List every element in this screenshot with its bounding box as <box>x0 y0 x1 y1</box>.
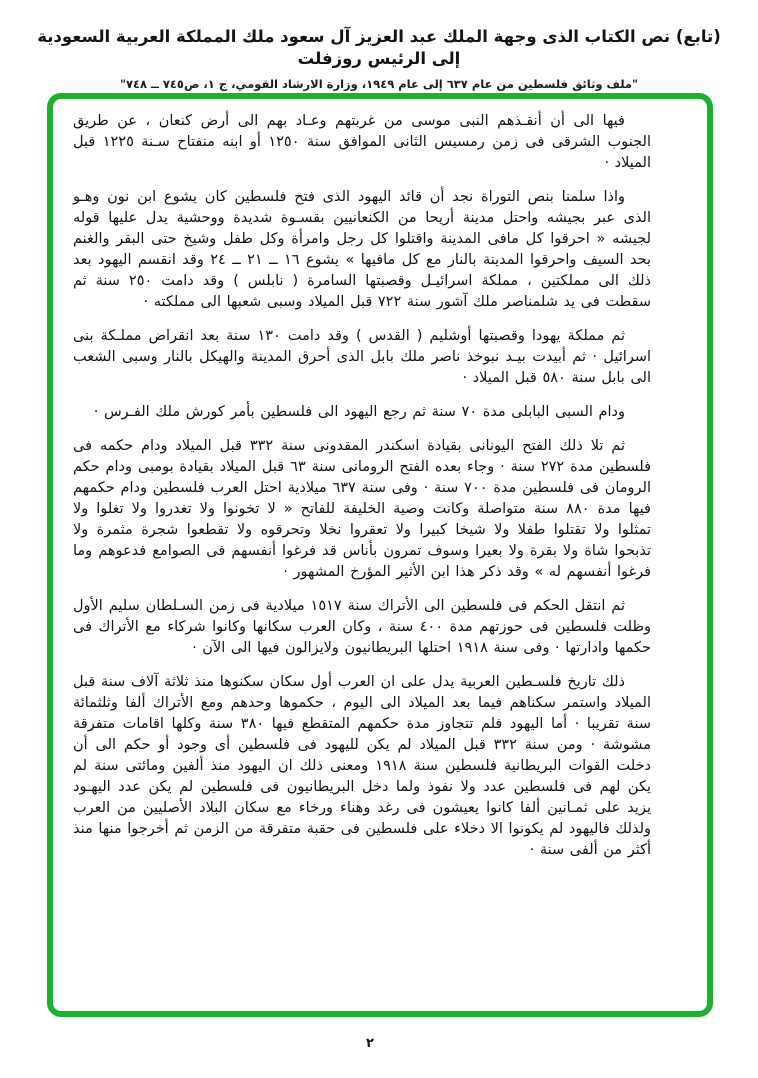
page-number: ٢ <box>366 1036 374 1051</box>
paragraph-history-summary: ذلك تاريخ فلسـطين العربية يدل على ان العرب أول سكان سكنوها منذ ثلاثة آلاف سنة قبل الميلاد واستمر سكناهم فيما بعد الميلاد الى اليوم ، حكموها وحدهم ومع الأتراك ألفا وثلثمائة سنة تقريبا · أما اليهود فلم تتجاوز مدة حكمهم المتقطع فيها ٣٨٠ سنة وكلها اقامات متفرقة مشوشة · ومن سنة ٣٣٢ قبل الميلاد لم يكن لليهود فى فلسطين أى وجود أو حكم الى أن دخلت القوات البريطانية فلسطين سنة ١٩١٨ ومعنى ذلك ان اليهود منذ ألفين ومائتى سنة لم يكن لهم فى فلسطين عدد ولا نفوذ ولما دخل البريطانيون فى فلسطين لم يكن عدد اليهـود يزيد على ثمـانين ألفا كانوا يعيشون فى رغد وهناء ورخاء مع سكان البلاد الأصليين من العرب ولذلك فاليهود لم يكونوا الا دخلاء على فلسطين فى حقبة متفرقة من الزمن ثم أخرجوا منها منذ أكثر من ألفى سنة · <box>73 674 651 858</box>
page-header <box>0 0 758 91</box>
paragraph-joshua-conquest: واذا سلمنا بنص التوراة نجد أن قائد اليهود الذى فتح فلسطين كان يشوع ابن نون وهـو الذى عبر بجيشه واحتل مدينة أريحا من الكنعانيين بقسـوة شديدة ووحشية يدل عليها قوله لجيشه « احرقوا كل مافى المدينة واقتلوا كل رجل وامرأة وكل طفل وشيخ حتى البقر والغنم بحد السيف واحرقوا المدينة بالنار مع كل مافيها » يشوع ١٦ ــ ٢١ ــ ٢٤ وقد انقسم اليهود بعد ذلك الى مملكتين ، مملكة اسرائيـل وقصبتها السامرة ( نابلس ) وقد دامت ٢٥٠ سنة ثم سقطت فى يد شلمناصر ملك آشور سنة ٧٢٢ قبل الميلاد وسبى شعبها الى مملكته · <box>73 189 652 310</box>
document-source-citation: "ملف وثائق فلسطين من عام ٦٣٧ إلى عام ١٩٤٩، وزارة الارشاد القومي، ج ١، ص٧٤٥ ــ ٧٤٨" <box>119 77 639 91</box>
paragraph-exodus-moses: فيها الى أن أنقـذهم النبى موسى من غربتهم وعـاد بهم الى أرض كنعان ، عن طريق الجنوب الشرقى فى زمن رمسيس الثانى الموافق سنة ١٢٥٠ أو ابنه منفتاح سـنة ١٢٢٥ قبل الميلاد · <box>73 113 651 171</box>
paragraph-greek-roman-arab-rule: ثم تلا ذلك الفتح اليونانى بقيادة اسكندر المقدونى سنة ٣٣٢ قبل الميلاد ودام حكمه فى فلسطين مدة ٢٧٢ سنة · وجاء بعده الفتح الرومانى سنة ٦٣ قبل الميلاد بقيادة بومبى ودام حكم الرومان فى فلسطين مدة ٧٠٠ سنة · وفى سنة ٦٣٧ ميلادية احتل العرب فلسطين ودام حكمهم فيها مدة ٨٨٠ سنة متواصلة وكانت وصية الخليفة للفاتح « لا تخونوا ولا تغدروا ولا تغلوا ولا تمثلوا ولا تقتلوا طفلا ولا شيخا كبيرا ولا تعقروا نخلا وتحرقوه ولا تقطعوا شجرة مثمرة ولا تذبحوا شاة ولا بقرة ولا بعيرا وسوف تمرون بأناس قد فرغوا أنفسهم فى الصوامع فدعوهم وما فرغوا أنفسهم له » وقد ذكر هذا ابن الأثير المؤرخ المشهور · <box>73 438 651 580</box>
letter-body-text <box>53 99 707 861</box>
paragraph-babylonian-captivity: ودام السبى البابلى مدة ٧٠ سنة ثم رجع اليهود الى فلسطين بأمر كورش ملك الفـرس · <box>93 404 625 420</box>
document-title: (تابع) نص الكتاب الذى وجهة الملك عبد العزيز آل سعود ملك المملكة العربية السعودية إلى الرئيس روزفلت <box>37 27 721 68</box>
green-text-frame <box>47 93 713 1017</box>
paragraph-ottoman-british-rule: ثم انتقل الحكم فى فلسطين الى الأتراك سنة ١٥١٧ ميلادية فى زمن السـلطان سليم الأول وظلت فلسطين فى حوزتهم مدة ٤٠٠ سنة ، وكان العرب سكانها وكانوا شركاء مع الأتراك فى حكمها وادارتها · وفى سنة ١٩١٨ احتلها البريطانيون ولايزالون فيها الى الآن · <box>73 598 651 656</box>
paragraph-kingdom-judah: ثم مملكة يهودا وقصبتها أوشليم ( القدس ) وقد دامت ١٣٠ سنة بعد انقراض مملـكة بنى اسرائيل · ثم أبيدت بيـد نبوخذ ناصر ملك بابل الذى أحرق المدينة والهيكل بالنار وسبى الشعب الى بابل سنة ٥٨٠ قبل الميلاد · <box>73 328 651 386</box>
